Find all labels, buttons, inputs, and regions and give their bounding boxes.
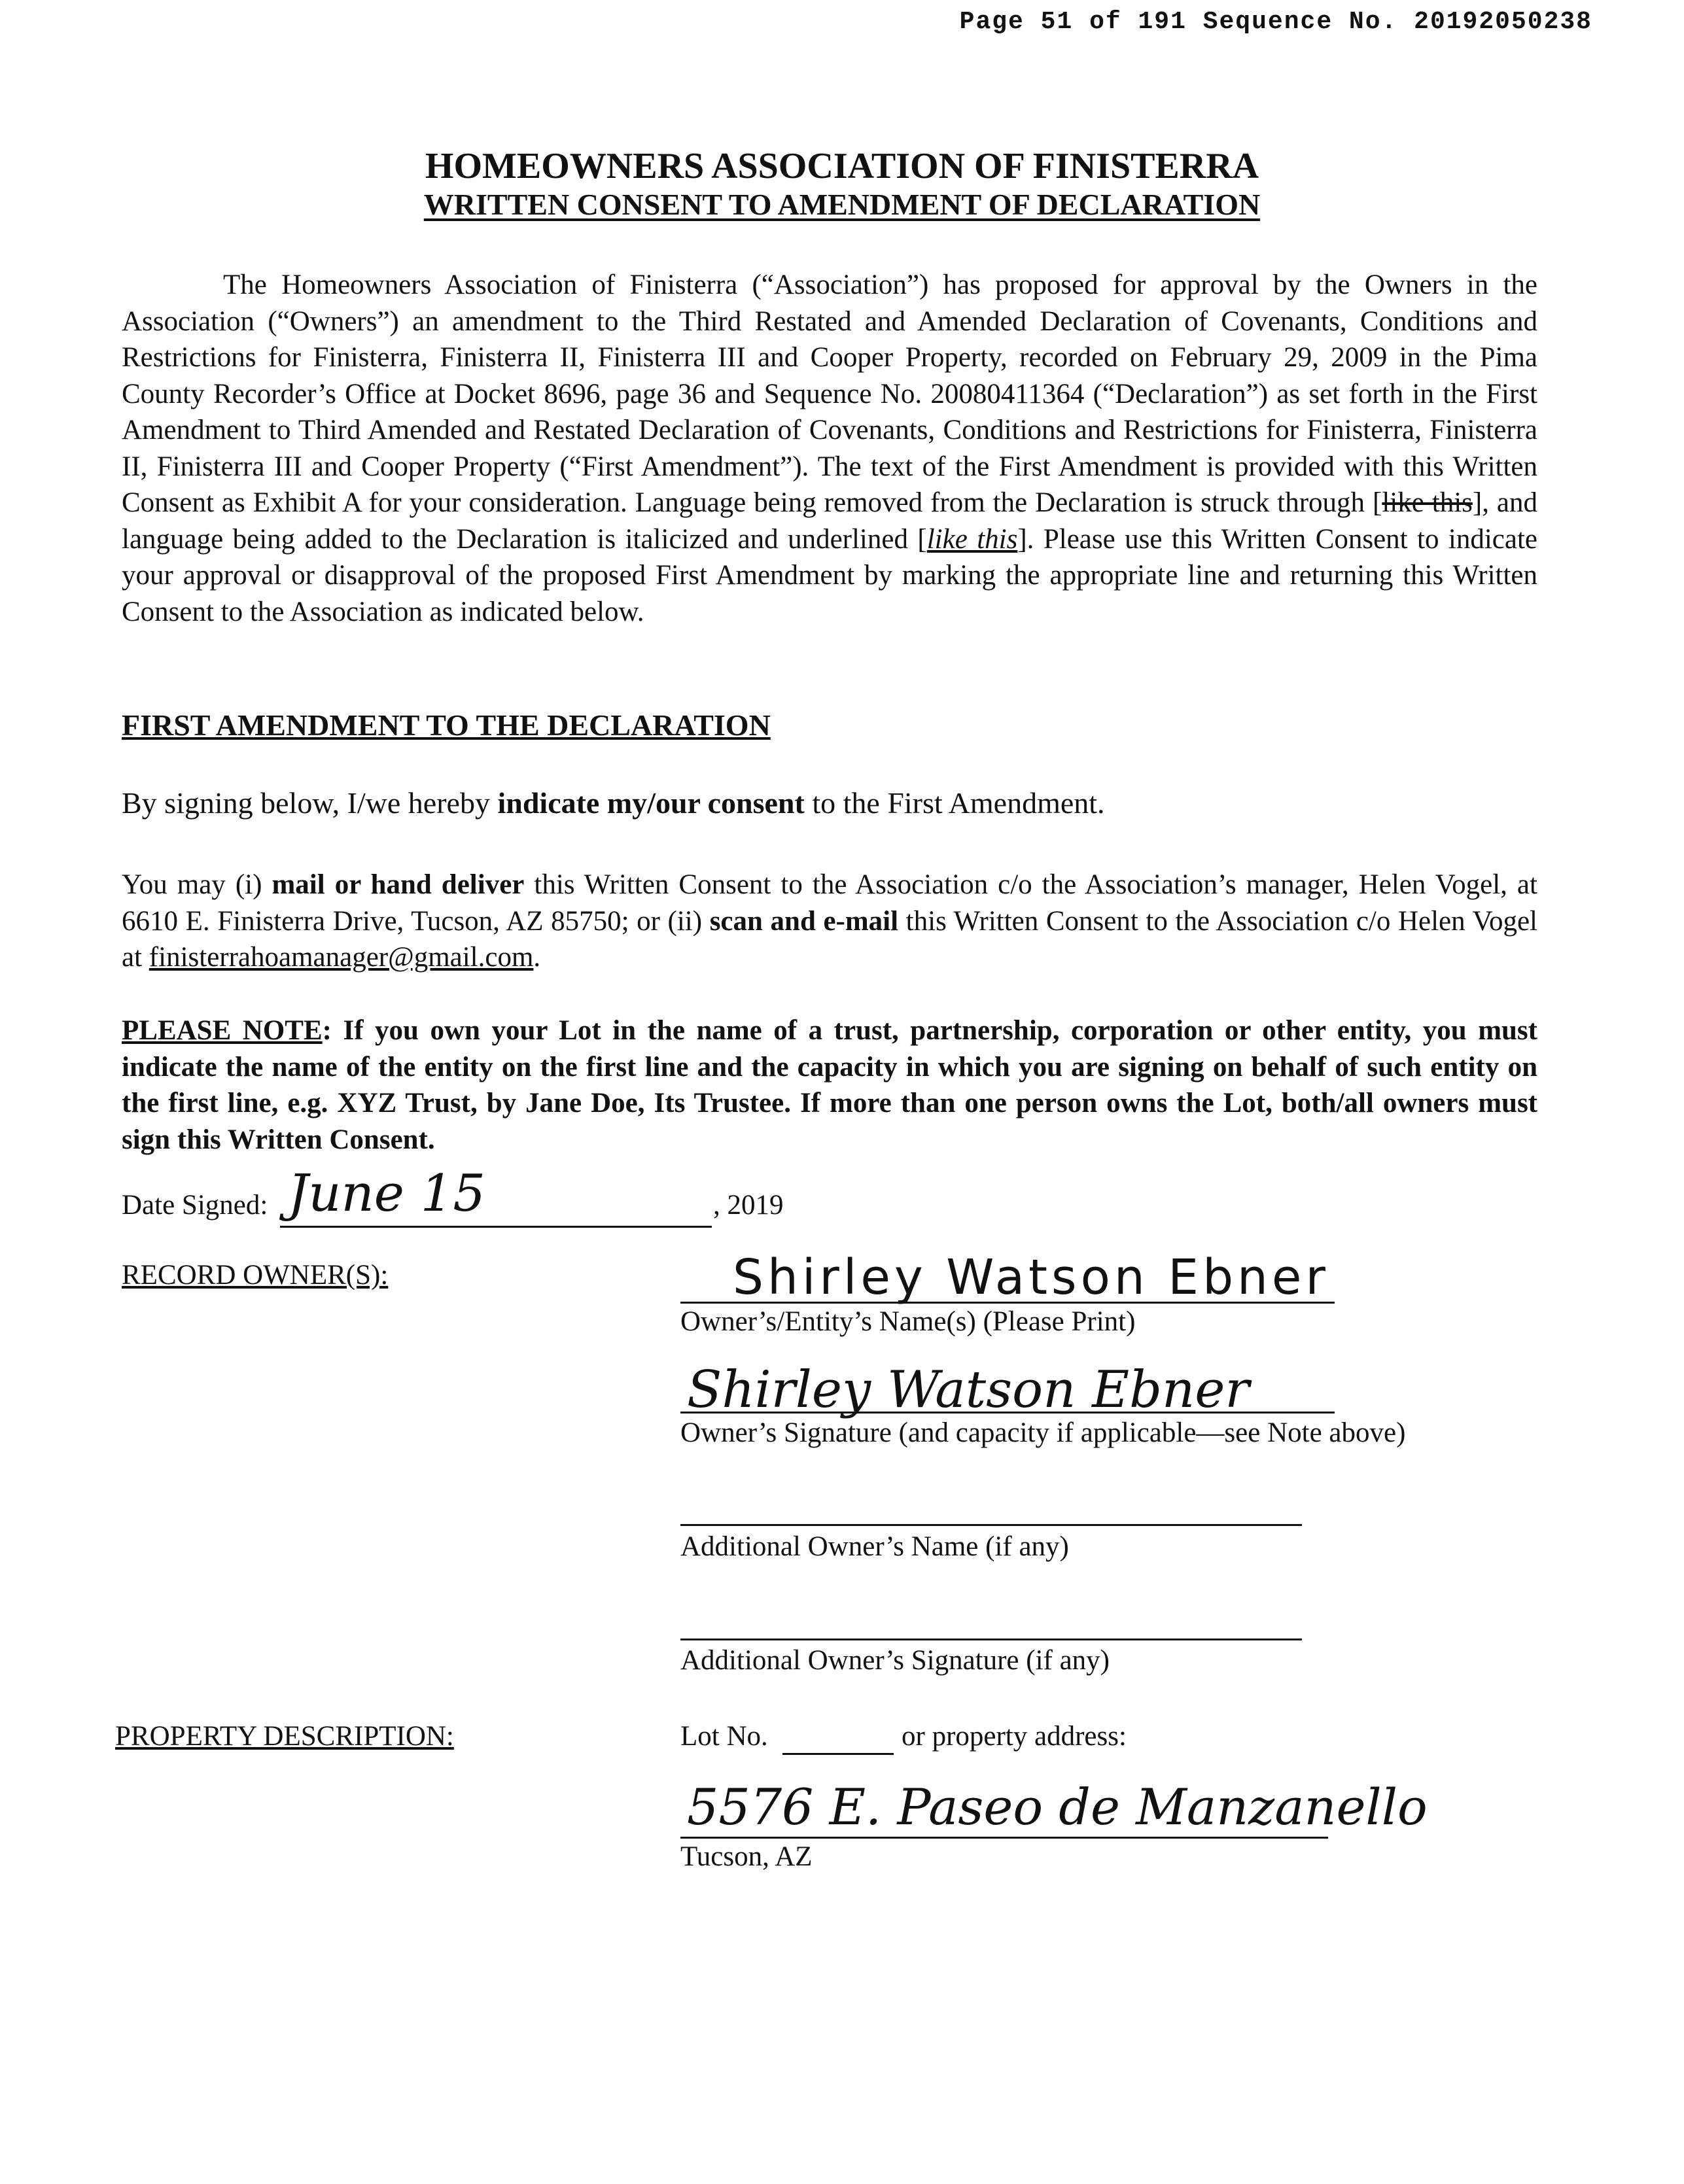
owner-name-caption: Owner’s/Entity’s Name(s) (Please Print) (680, 1306, 1136, 1337)
consent-before: By signing below, I/we hereby (122, 786, 498, 820)
delivery-text-4: . (533, 942, 541, 973)
delivery-bold-2: scan and e-mail (709, 905, 899, 937)
please-note-text: : If you own your Lot in the name of a trust, partnership, corporation or other entity, you must indicate the name of the entity on the first line and the capacity in which you are signing on behalf of such entity on the first line, e.g. XYZ Trust, by Jane Doe, Its Trustee. If more than one person owns the Lot, both/all owners must sign this Written Consent. (122, 1015, 1537, 1155)
manager-email-link[interactable]: finisterrahoamanager@gmail.com (149, 942, 534, 973)
intro-paragraph (122, 267, 1537, 630)
strike-example: like this (1382, 487, 1473, 518)
additional-signature-line[interactable] (680, 1638, 1302, 1640)
additional-signature-caption: Additional Owner’s Signature (if any) (680, 1645, 1110, 1676)
delivery-text-1: You may (i) (122, 869, 272, 900)
record-owners-label: RECORD OWNER(S): (122, 1260, 389, 1291)
intro-text-1: The Homeowners Association of Finisterra (“Association”) has proposed for approval by the Owners in the Association (“Owners”) an amendment to the Third Restated and Amended Declaration of Covenants, Conditions and Restrictions for Finisterra, Finisterra II, Finisterra III and Cooper Property, recorded on February 29, 2009 in the Pima County Recorder’s Office at Docket 8696, page 36 and Sequence No. 20080411364 (“Declaration”) as set forth in the First Amendment to Third Amended and Restated Declaration of Covenants, Conditions and Restrictions for Finisterra, Finisterra II, Finisterra III and Cooper Property (“First Amendment”). The text of the First Amendment is provided with this Written Consent as Exhibit A for your consideration. Language being removed from the Declaration is struck through [ (122, 269, 1537, 518)
additional-name-caption: Additional Owner’s Name (if any) (680, 1531, 1069, 1562)
date-signed-line[interactable] (280, 1226, 712, 1228)
delivery-text-2: this Written Consent to the Association c/o the Association’s manager, Helen Vogel, at 6610 E. Finisterra Drive, Tucson, AZ 85750; or (ii) (122, 869, 1537, 937)
page-sequence-header: Page 51 of 191 Sequence No. 20192050238 (959, 8, 1592, 36)
please-note-paragraph (122, 1013, 1537, 1158)
property-address-line[interactable] (680, 1837, 1328, 1839)
document-subtitle-text: WRITTEN CONSENT TO AMENDMENT OF DECLARATION (423, 188, 1261, 221)
consent-bold: indicate my/our consent (497, 786, 805, 820)
intro-text-3: ]. Please use this Written Consent to indicate your approval or disapproval of the proposed First Amendment by marking the appropriate line and returning this Written Consent to the Association as indicated below. (122, 523, 1537, 627)
additional-name-line[interactable] (680, 1524, 1302, 1526)
date-year: , 2019 (713, 1190, 784, 1221)
delivery-instructions (122, 867, 1537, 976)
please-note-label: PLEASE NOTE (122, 1015, 323, 1046)
date-signed-value: June 15 (288, 1164, 485, 1223)
owner-name-value: Shirley Watson Ebner (733, 1249, 1329, 1306)
added-example: like this (926, 523, 1018, 555)
consent-after: to the First Amendment. (804, 786, 1105, 820)
property-description-label: PROPERTY DESCRIPTION: (115, 1721, 454, 1752)
date-signed-label: Date Signed: (122, 1190, 268, 1221)
consent-statement (122, 785, 1537, 822)
lot-number-label: Lot No. (680, 1721, 768, 1752)
owner-signature-caption: Owner’s Signature (and capacity if applicable—see Note above) (680, 1417, 1406, 1448)
property-city: Tucson, AZ (680, 1841, 813, 1872)
owner-signature-value: Shirley Watson Ebner (687, 1361, 1250, 1419)
delivery-text-3: this Written Consent to the Association c/o Helen Vogel at (122, 905, 1538, 973)
property-address-value: 5576 E. Paseo de Manzanello (687, 1778, 1428, 1836)
document-subtitle (0, 187, 1684, 222)
intro-text-2: ], and language being added to the Declaration is italicized and underlined [ (122, 487, 1537, 555)
delivery-bold-1: mail or hand deliver (272, 869, 525, 900)
section-heading: FIRST AMENDMENT TO THE DECLARATION (122, 708, 771, 742)
property-address-label: or property address: (902, 1721, 1127, 1752)
document-title: HOMEOWNERS ASSOCIATION OF FINISTERRA (425, 146, 1259, 186)
lot-number-line[interactable] (782, 1753, 894, 1755)
